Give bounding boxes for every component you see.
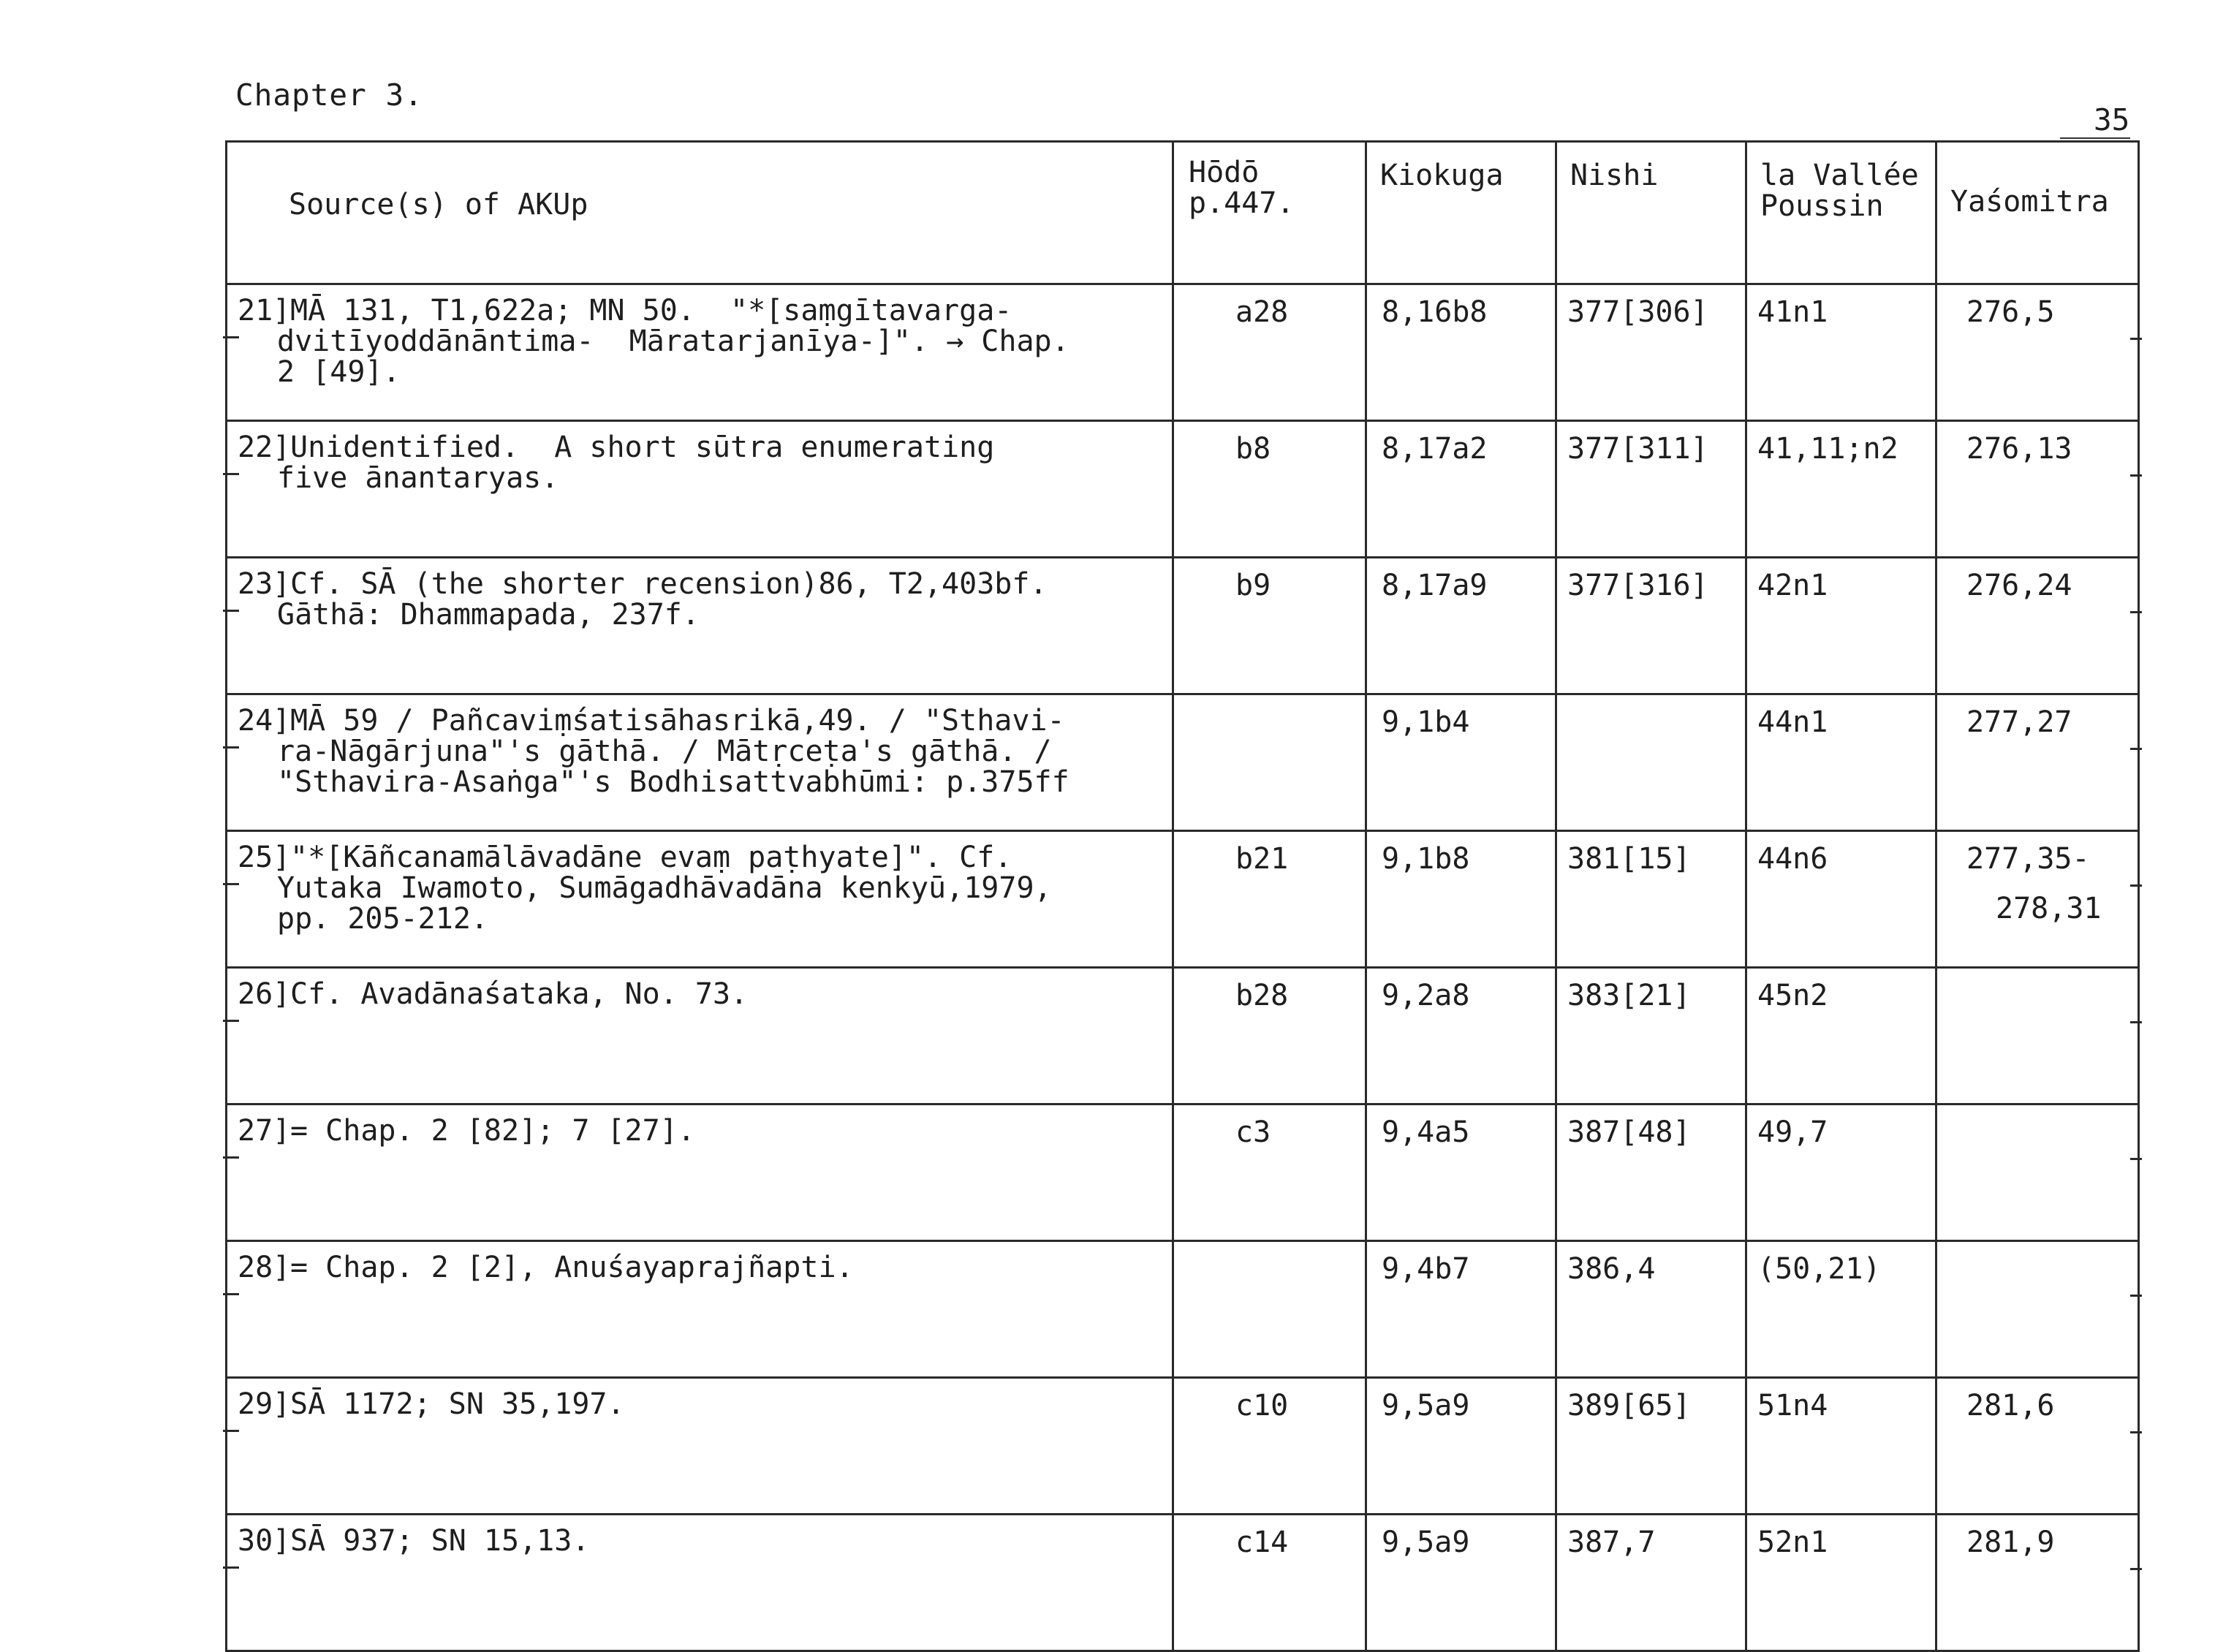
yasomitra-cell xyxy=(1936,831,2139,968)
nishi-cell: 377[316] xyxy=(1556,558,1746,694)
lvp-cell: 49,7 xyxy=(1746,1105,1936,1241)
table-row xyxy=(227,831,2139,968)
page-number-rule xyxy=(2060,137,2130,139)
source-text-1: "*[Kāñcanamālāvadāne evaṃ paṭhyate]". Cf. xyxy=(290,841,1012,874)
nishi-cell: 377[306] xyxy=(1556,284,1746,421)
yasomitra-value: 276,24 xyxy=(1966,569,2072,602)
kiokuga-cell: 8,16b8 xyxy=(1366,284,1556,421)
hodo-cell: b28 xyxy=(1173,968,1366,1105)
lvp-cell: 44n1 xyxy=(1746,694,1936,831)
kiokuga-cell: 9,4b7 xyxy=(1366,1241,1556,1378)
table-row xyxy=(227,1241,2139,1378)
source-cell xyxy=(227,1105,1173,1241)
entry-number: 22] xyxy=(238,431,291,464)
source-text-1: MĀ 131, T1,622a; MN 50. "*[saṃgītavarga- xyxy=(290,294,1012,327)
source-cell xyxy=(227,558,1173,694)
right-margin-mark xyxy=(2130,338,2142,340)
hodo-cell: b21 xyxy=(1173,831,1366,968)
yasomitra-value: 277,35- xyxy=(1966,842,2090,876)
source-cell xyxy=(227,1378,1173,1515)
source-line-1 xyxy=(238,432,1172,463)
entry-number: 23] xyxy=(238,567,291,601)
right-margin-mark xyxy=(2130,1021,2142,1023)
entry-number: 24] xyxy=(238,704,291,738)
right-margin-mark xyxy=(2130,474,2142,477)
yasomitra-value: 276,5 xyxy=(1966,295,2055,329)
hodo-cell: c3 xyxy=(1173,1105,1366,1241)
lvp-cell: 51n4 xyxy=(1746,1378,1936,1515)
nishi-cell: 387,7 xyxy=(1556,1515,1746,1651)
lvp-cell: 41n1 xyxy=(1746,284,1936,421)
source-text-1: SĀ 1172; SN 35,197. xyxy=(290,1387,625,1421)
source-line-3: 2 [49]. xyxy=(277,355,401,389)
table-row xyxy=(227,284,2139,421)
source-line-2: ra-Nāgārjuna"'s gāthā. / Mātṛceṭa's gāthā. / xyxy=(277,735,1052,768)
left-margin-mark xyxy=(223,746,239,749)
entry-number: 25] xyxy=(238,841,291,874)
yasomitra-value: 281,6 xyxy=(1966,1389,2055,1422)
table-header-row xyxy=(227,142,2139,284)
header-lvp-line2: Poussin xyxy=(1760,189,1884,223)
header-hodo-line2: p.447. xyxy=(1189,186,1295,220)
source-line-2: dvitīyoddānāntima- Māratarjanīya-]". → Chap. xyxy=(277,325,1069,358)
yasomitra-cell xyxy=(1936,284,2139,421)
header-hodo-line1: Hōdō xyxy=(1189,156,1260,189)
source-line-1 xyxy=(238,569,1172,599)
kiokuga-cell: 9,5a9 xyxy=(1366,1378,1556,1515)
yasomitra-cell xyxy=(1936,1105,2139,1241)
hodo-cell xyxy=(1173,1241,1366,1378)
table-row xyxy=(227,421,2139,558)
table-row xyxy=(227,558,2139,694)
source-cell xyxy=(227,1515,1173,1651)
source-line-2: five ānantaryas. xyxy=(277,461,559,495)
source-line-1 xyxy=(238,842,1172,873)
left-margin-mark xyxy=(223,883,239,885)
table-row xyxy=(227,1515,2139,1651)
source-line-1 xyxy=(238,1252,1172,1283)
source-cell xyxy=(227,968,1173,1105)
source-cell xyxy=(227,284,1173,421)
nishi-cell: 386,4 xyxy=(1556,1241,1746,1378)
right-margin-mark xyxy=(2130,748,2142,750)
entry-number: 26] xyxy=(238,977,291,1011)
source-table xyxy=(225,140,2140,1652)
nishi-cell: 377[311] xyxy=(1556,421,1746,558)
source-line-3: "Sthavira-Asaṅga"'s Bodhisattvabhūmi: p.375ff xyxy=(277,765,1069,799)
yasomitra-value-continued: 278,31 xyxy=(1996,892,2102,925)
entry-number: 28] xyxy=(238,1251,291,1284)
source-cell xyxy=(227,831,1173,968)
yasomitra-cell xyxy=(1936,1515,2139,1651)
entry-number: 29] xyxy=(238,1387,291,1421)
header-yasomitra: Yaśomitra xyxy=(1936,142,2139,284)
kiokuga-cell: 8,17a9 xyxy=(1366,558,1556,694)
source-line-2: Gāthā: Dhammapada, 237f. xyxy=(277,598,700,632)
right-margin-mark xyxy=(2130,1568,2142,1570)
lvp-cell: (50,21) xyxy=(1746,1241,1936,1378)
right-margin-mark xyxy=(2130,1158,2142,1160)
left-margin-mark xyxy=(223,336,239,338)
lvp-cell: 44n6 xyxy=(1746,831,1936,968)
nishi-cell: 389[65] xyxy=(1556,1378,1746,1515)
source-line-1 xyxy=(238,1526,1172,1556)
header-lvp-line1: la Vallée xyxy=(1760,159,1919,192)
yasomitra-value: 276,13 xyxy=(1966,432,2072,466)
header-lvp xyxy=(1746,142,1936,284)
left-margin-mark xyxy=(223,1020,239,1022)
nishi-cell: 381[15] xyxy=(1556,831,1746,968)
right-margin-mark xyxy=(2130,1431,2142,1433)
source-line-1 xyxy=(238,1115,1172,1146)
left-margin-mark xyxy=(223,1430,239,1432)
source-line-1 xyxy=(238,295,1172,326)
source-text-1: SĀ 937; SN 15,13. xyxy=(290,1524,590,1558)
right-margin-mark xyxy=(2130,611,2142,613)
source-text-1: Unidentified. A short sūtra enumerating xyxy=(290,431,995,464)
right-margin-mark xyxy=(2130,884,2142,887)
yasomitra-cell xyxy=(1936,1241,2139,1378)
table-row xyxy=(227,694,2139,831)
source-text-1: Cf. Avadānaśataka, No. 73. xyxy=(290,977,749,1011)
lvp-cell: 41,11;n2 xyxy=(1746,421,1936,558)
source-line-1 xyxy=(238,979,1172,1009)
source-cell xyxy=(227,1241,1173,1378)
hodo-cell: a28 xyxy=(1173,284,1366,421)
source-cell xyxy=(227,694,1173,831)
left-margin-mark xyxy=(223,473,239,475)
entry-number: 21] xyxy=(238,294,291,327)
chapter-heading: Chapter 3. xyxy=(235,77,423,113)
table-row xyxy=(227,1378,2139,1515)
lvp-cell: 45n2 xyxy=(1746,968,1936,1105)
yasomitra-value: 281,9 xyxy=(1966,1526,2055,1559)
table-row xyxy=(227,1105,2139,1241)
yasomitra-value: 277,27 xyxy=(1966,705,2072,739)
kiokuga-cell: 9,5a9 xyxy=(1366,1515,1556,1651)
yasomitra-cell xyxy=(1936,968,2139,1105)
source-line-1 xyxy=(238,1389,1172,1420)
kiokuga-cell: 9,4a5 xyxy=(1366,1105,1556,1241)
entry-number: 30] xyxy=(238,1524,291,1558)
yasomitra-cell xyxy=(1936,558,2139,694)
hodo-cell: b9 xyxy=(1173,558,1366,694)
header-nishi: Nishi xyxy=(1556,142,1746,284)
kiokuga-cell: 9,1b4 xyxy=(1366,694,1556,831)
source-text-1: Cf. SĀ (the shorter recension)86, T2,403bf. xyxy=(290,567,1048,601)
kiokuga-cell: 9,1b8 xyxy=(1366,831,1556,968)
source-cell xyxy=(227,421,1173,558)
yasomitra-cell xyxy=(1936,1378,2139,1515)
left-margin-mark xyxy=(223,1293,239,1295)
yasomitra-cell xyxy=(1936,421,2139,558)
hodo-cell xyxy=(1173,694,1366,831)
hodo-cell: c14 xyxy=(1173,1515,1366,1651)
page-number: 35 xyxy=(2094,102,2130,137)
kiokuga-cell: 8,17a2 xyxy=(1366,421,1556,558)
yasomitra-cell xyxy=(1936,694,2139,831)
kiokuga-cell: 9,2a8 xyxy=(1366,968,1556,1105)
left-margin-mark xyxy=(223,1156,239,1159)
source-text-1: MĀ 59 / Pañcaviṃśatisāhasrikā,49. / "Sthavi- xyxy=(290,704,1065,738)
right-margin-mark xyxy=(2130,1295,2142,1297)
table-row xyxy=(227,968,2139,1105)
header-source: Source(s) of AKUp xyxy=(227,142,1173,284)
source-text-1: = Chap. 2 [2], Anuśayaprajñapti. xyxy=(290,1251,854,1284)
header-hodo xyxy=(1173,142,1366,284)
hodo-cell: c10 xyxy=(1173,1378,1366,1515)
header-kiokuga: Kiokuga xyxy=(1366,142,1556,284)
nishi-cell xyxy=(1556,694,1746,831)
entry-number: 27] xyxy=(238,1114,291,1148)
source-line-3: pp. 205-212. xyxy=(277,902,488,936)
left-margin-mark xyxy=(223,610,239,612)
nishi-cell: 383[21] xyxy=(1556,968,1746,1105)
nishi-cell: 387[48] xyxy=(1556,1105,1746,1241)
lvp-cell: 42n1 xyxy=(1746,558,1936,694)
lvp-cell: 52n1 xyxy=(1746,1515,1936,1651)
source-line-2: Yutaka Iwamoto, Sumāgadhāvadāna kenkyū,1979, xyxy=(277,871,1052,905)
source-text-1: = Chap. 2 [82]; 7 [27]. xyxy=(290,1114,695,1148)
hodo-cell: b8 xyxy=(1173,421,1366,558)
source-line-1 xyxy=(238,705,1172,736)
